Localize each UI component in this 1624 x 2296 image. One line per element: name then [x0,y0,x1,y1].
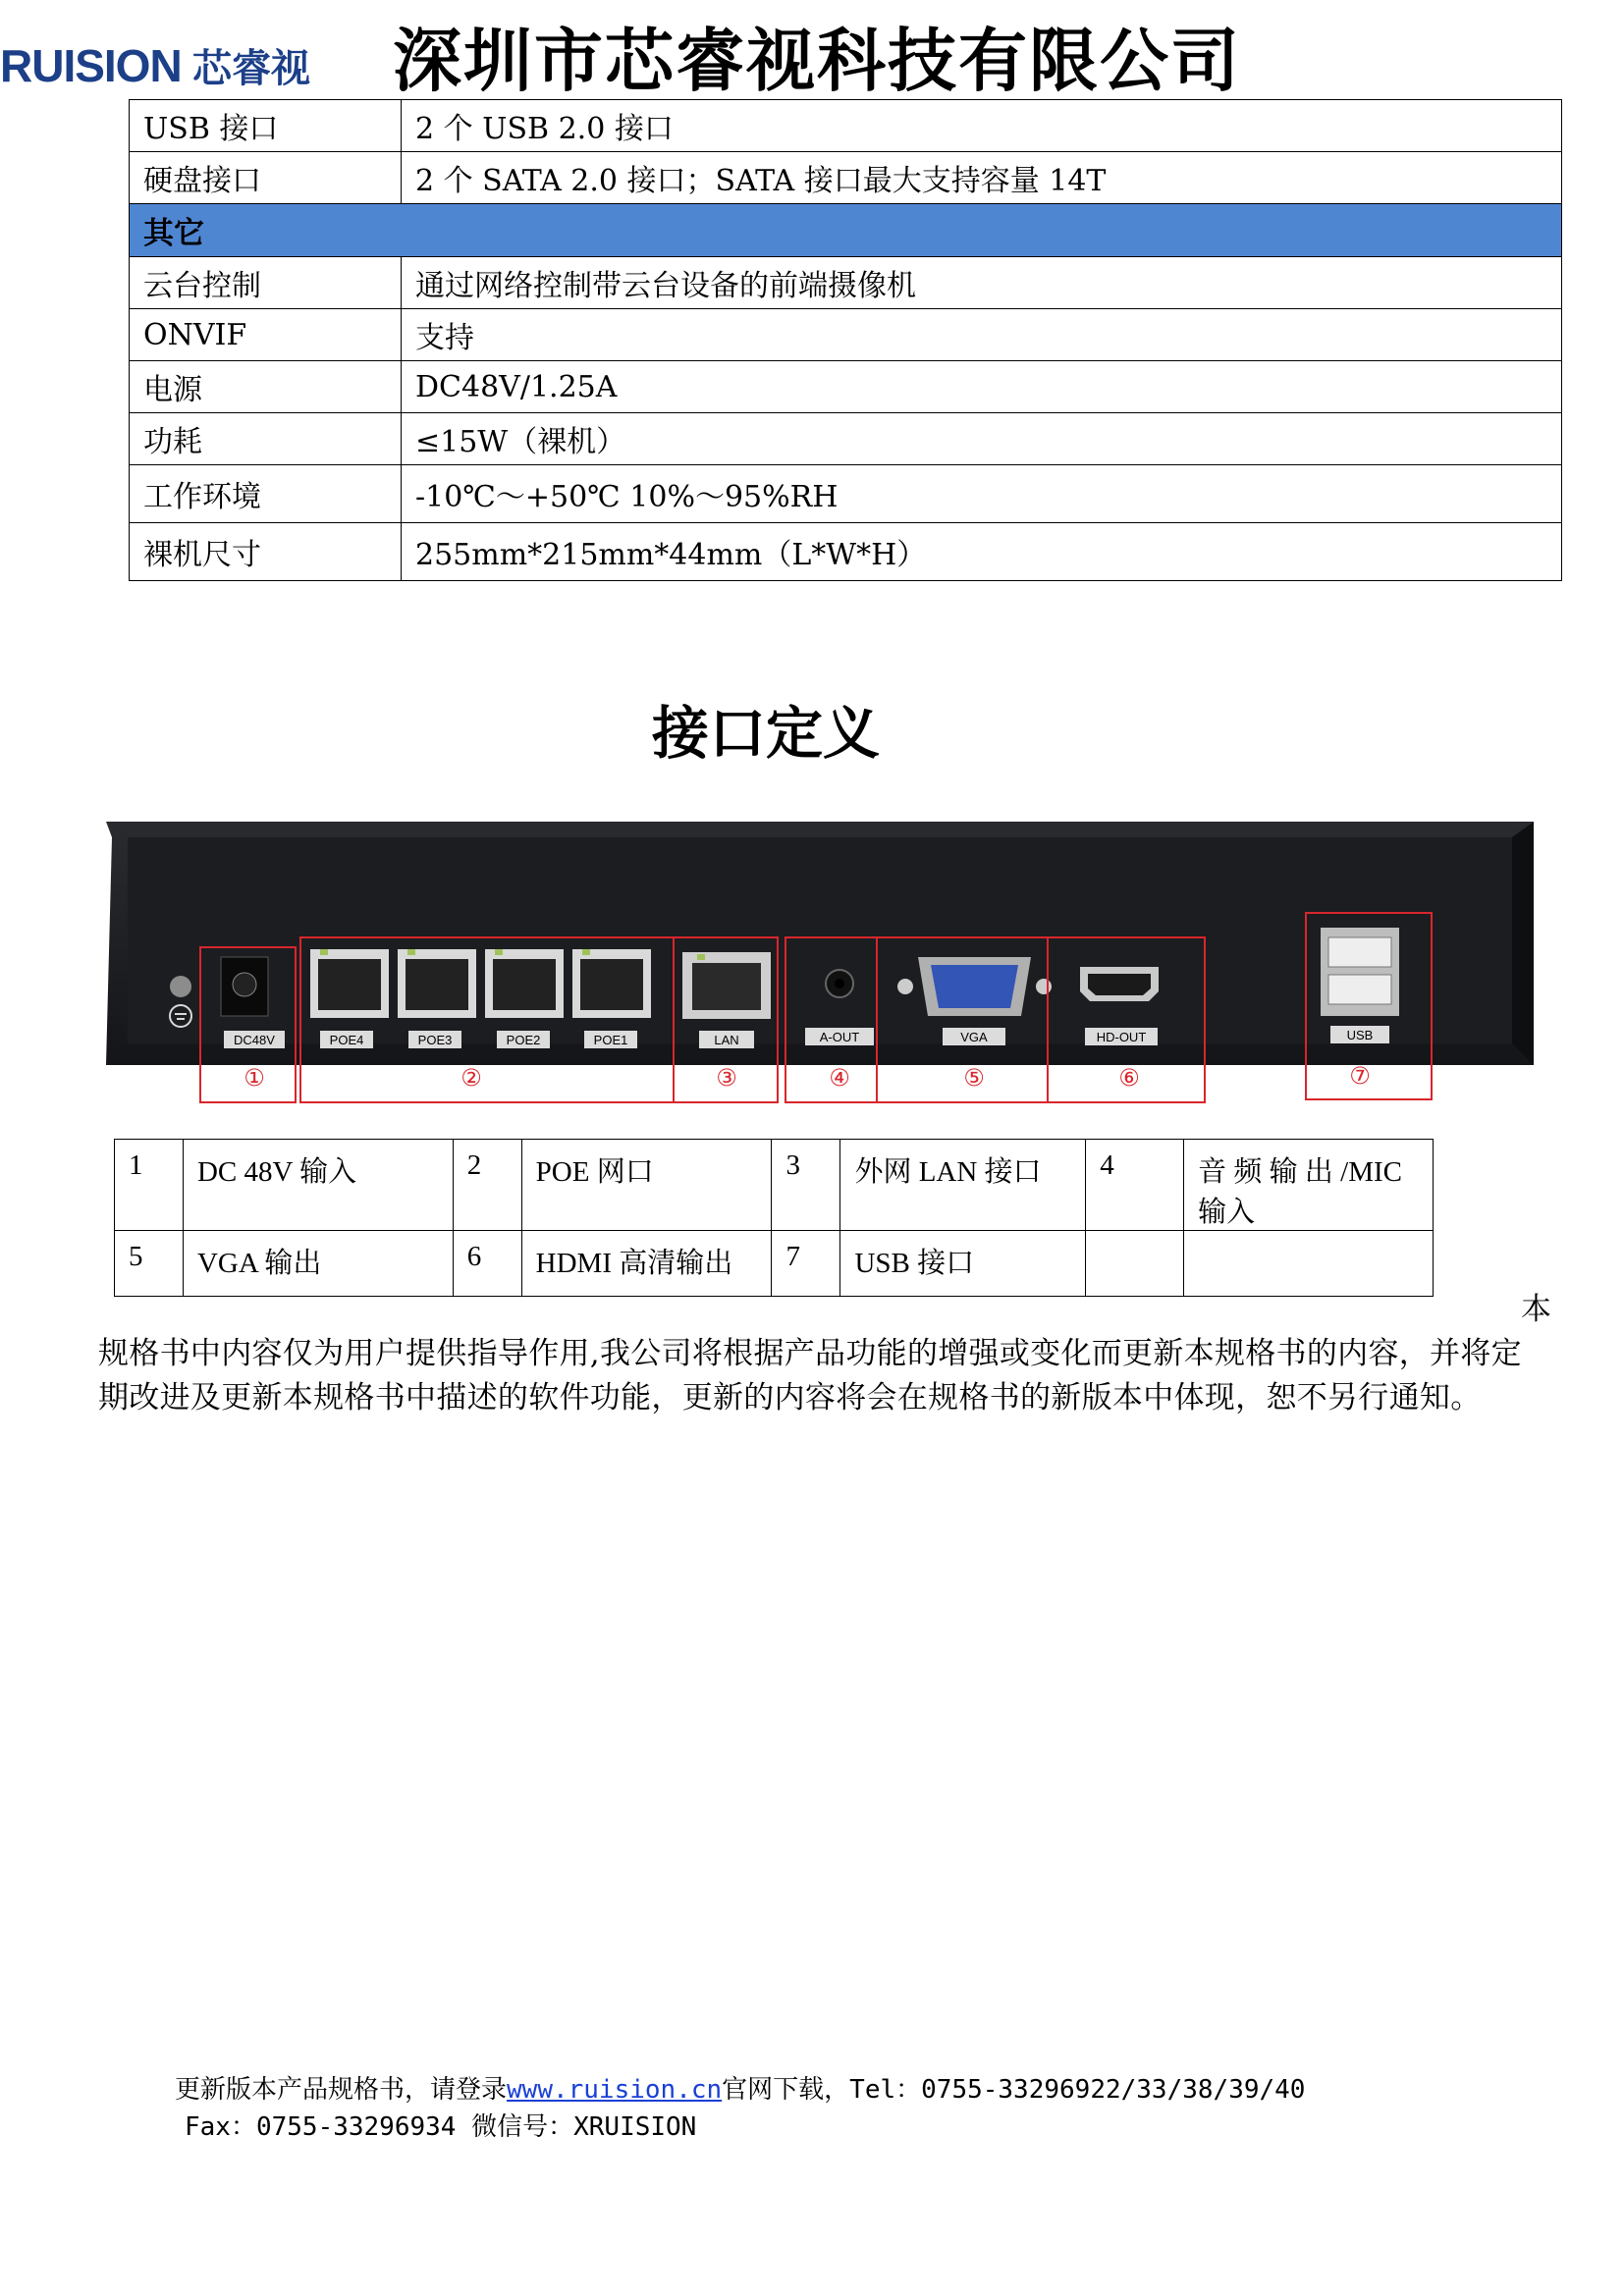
cell: DC 48V 输入 [183,1140,453,1231]
spec-row [130,413,1562,465]
footer-contact: 官网下载，Tel：0755-33296922/33/38/39/40 [722,2075,1306,2105]
spec-key: 裸机尺寸 [130,523,402,581]
spec-key: ONVIF [130,309,402,361]
spec-value: 通过网络控制带云台设备的前端摄像机 [402,257,1562,309]
cell: 4 [1086,1140,1184,1231]
port-label: POE1 [593,1033,628,1047]
logo-cn-text: 芯睿视 [192,46,310,91]
spec-value: DC48V/1.25A [402,361,1562,413]
spec-row [130,361,1562,413]
spec-table [129,99,1562,581]
spec-section-header [130,204,1562,257]
spec-row [130,523,1562,581]
disclaimer [98,1288,1551,1420]
port-label: LAN [714,1033,739,1047]
spec-row [130,309,1562,361]
disclaimer-lead: 本 [1521,1292,1551,1327]
cell [1184,1231,1434,1297]
spec-value: 2 个 USB 2.0 接口 [402,100,1562,152]
footer-line-1 [175,2071,1305,2109]
cell: 外网 LAN 接口 [840,1140,1086,1231]
footer [175,2071,1305,2146]
cell: 7 [772,1231,840,1297]
marker: ③ [716,1064,737,1092]
spec-key: 工作环境 [130,465,402,523]
company-name: 深圳市芯睿视科技有限公司 [393,21,1241,101]
ground-screw-icon [170,976,191,997]
spec-value: -10℃～+50℃ 10%～95%RH [402,465,1562,523]
cell: 5 [115,1231,184,1297]
footer-prefix: 更新版本产品规格书，请登录 [175,2075,508,2105]
cell: VGA 输出 [183,1231,453,1297]
spec-value: 2 个 SATA 2.0 接口；SATA 接口最大支持容量 14T [402,152,1562,204]
marker: ② [460,1064,482,1092]
cell: POE 网口 [521,1140,772,1231]
spec-key: 功耗 [130,413,402,465]
cell [1086,1231,1184,1297]
table-row [115,1140,1434,1231]
spec-row [130,152,1562,204]
cell: 1 [115,1140,184,1231]
port-label: A-OUT [819,1030,860,1044]
cell: USB 接口 [840,1231,1086,1297]
spec-key: USB 接口 [130,100,402,152]
cell: 音 频 输 出 /MIC 输入 [1184,1140,1434,1231]
port-label: POE4 [329,1033,364,1047]
port-label: USB [1346,1028,1374,1042]
port-label: VGA [960,1030,988,1044]
port-label: DC48V [234,1033,275,1047]
cell: 6 [453,1231,521,1297]
marker: ⑥ [1118,1064,1140,1092]
section-title: 接口定义 [651,700,880,767]
marker: ① [244,1064,265,1092]
spec-key: 云台控制 [130,257,402,309]
spec-value: ≤15W（裸机） [402,413,1562,465]
device-rear-panel-image [98,820,1542,1092]
marker: ⑤ [963,1064,985,1092]
section-label: 其它 [130,204,1562,257]
table-row [115,1231,1434,1297]
spec-row [130,257,1562,309]
spec-row [130,465,1562,523]
logo-text: RUISION [0,40,182,91]
website-link[interactable]: www.ruision.cn [507,2075,723,2105]
cell: 3 [772,1140,840,1231]
spec-key: 电源 [130,361,402,413]
company-logo [0,18,314,106]
cell: 2 [453,1140,521,1231]
interface-table [114,1139,1434,1297]
port-label: HD-OUT [1096,1030,1147,1044]
spec-key: 硬盘接口 [130,152,402,204]
spec-row [130,100,1562,152]
footer-line-2: Fax：0755-33296934 微信号：XRUISION [185,2112,697,2142]
marker: ④ [829,1064,850,1092]
spec-value: 支持 [402,309,1562,361]
port-markers [244,1062,1371,1092]
cell: HDMI 高清输出 [521,1231,772,1297]
port-label: POE3 [417,1033,453,1047]
chassis-side [1512,822,1534,1065]
spec-value: 255mm*215mm*44mm（L*W*H） [402,523,1562,581]
disclaimer-text: 规格书中内容仅为用户提供指导作用,我公司将根据产品功能的增强或变化而更新本规格书的内容，并将定期改进及更新本规格书中描述的软件功能，更新的内容将会在规格书的新版本中体现，恕不另行通知。 [98,1336,1522,1415]
marker: ⑦ [1349,1062,1371,1090]
port-label: POE2 [506,1033,541,1047]
